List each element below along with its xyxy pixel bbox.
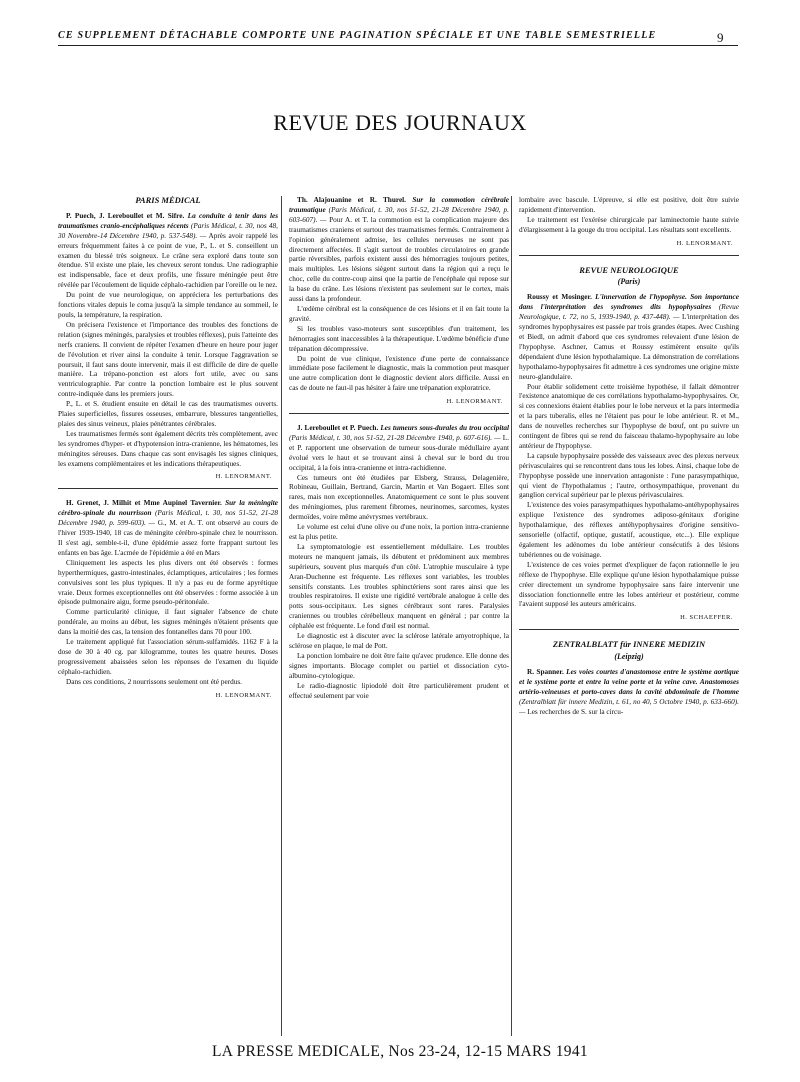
article-separator [519, 255, 739, 256]
journal-footer: LA PRESSE MEDICALE, Nos 23-24, 12-15 MARS 1941 [212, 1043, 588, 1060]
column-3 [519, 196, 739, 1056]
column-divider [281, 196, 282, 1036]
column-1 [58, 196, 278, 1056]
article-paragraph: L'œdème cérébral est la conséquence de ces lésions et il en fait toute la gravité. [289, 304, 509, 323]
article-paragraph: L'existence de ces voies permet d'expliquer de façon rationnelle le jeu réflexe de l'hypophyse. Elle explique qu'une lésion hypothalamique puisse créer directement un syndrome hypophysaire sans faire intervenir une dissociation fonctionnelle entre les lobes antérieur et postérieur, comme l'avaient supposé les auteurs américains. [519, 560, 739, 609]
article-signature: H. LENORMANT. [215, 691, 272, 699]
article-paragraph: Pour A. et T. la commotion est la complication majeure des traumatismes craniens et surtout des traumatismes fermés. Contrairement à l'opinion généralement admise, les cellules nerveuses ne sont pas directement affectées. Il s'agit surtout de troubles circulatoires en grande partie réversibles, parfois existent aussi des hémorragies toujours petites, mais multiples. Les lésions siègent surtout dans la région qui a reçu le choc, celle du contre-coup ainsi que la partie de l'encéphale qui repose sur la base du crâne. Les lésions n'existent pas seulement sur le cortex, mais aussi dans la profondeur. [289, 215, 509, 304]
article-authors: P. Puech, J. Lereboullet et M. Sifre. [66, 211, 185, 220]
article-authors: R. Spanner. [527, 668, 564, 677]
article-paragraph: Si les troubles vaso-moteurs sont susceptibles d'un traitement, les hémorragies sont inaccessibles à la thérapeutique. L'œdème bénéficie d'une trépanation décompressive. [289, 324, 509, 353]
article-paragraph: Les traumatismes fermés sont également décrits très complètement, avec les syndromes d'hyper- et d'hypotension intra-cranienne, les hématomes, les méningites séreuses. Dans chaque cas sont envisagés les signes cliniques, les examens complémentaires et les indications thérapeutiques. [58, 429, 278, 468]
article-title: Les tumeurs sous-durales du trou occipital [380, 424, 509, 433]
article-paragraph: G., M. et A. T. ont observé au cours de l'hiver 1939-1940, 18 cas de méningite cérébro-spinale chez le nourrisson. Il s'est agi, semble-t-il, d'une épidémie assez forte frappant surtout les enfants en bas âge. L'acmée de l'épidémie a été en Mars [58, 519, 278, 557]
article-title: Sur la méningite cérébro-spinale du nourrisson [58, 499, 278, 518]
section-heading: PARIS MÉDICAL [135, 196, 201, 205]
article-reference: (Revue Neurologique, t. 72, no 5, 1939-1940, p. 437-448). — [519, 303, 739, 322]
article-paragraph: La ponction lombaire ne doit être faite qu'avec prudence. Elle donne des signes importants. Blocage complet ou partiel et dissociation cyto-albumino-cytologique. [289, 651, 509, 680]
article-paragraph: La capsule hypophysaire possède des vaisseaux avec des plexus nerveux périvasculaires qui se rencontrent dans tous les lobes. Ainsi, chaque lobe de l'hypophyse possède une innervation antagoniste : l'une parasympathique, qui vient de l'hypothalamus ; l'autre, orthosympathique, provenant du ganglion cervical supérieur par le plexus périvasculaires. [519, 451, 739, 500]
article-authors: H. Grenet, J. Milhit et Mme Aupinel Tavernier. [66, 499, 222, 508]
article-reference: (Zentralblatt für innere Medizin, t. 61, no 40, 5 Octobre 1940, p. 633-660). — [519, 697, 739, 716]
article-paragraph: Dans ces conditions, 2 nourrissons seulement ont été perdus. [66, 677, 242, 686]
article-separator [289, 413, 509, 414]
article-separator [519, 629, 739, 630]
article-title: L'innervation de l'hypophyse. Son importance dans l'interprétation des syndromes dits hypophysaires [519, 293, 739, 312]
column-divider [511, 196, 512, 1036]
article-title: La conduite à tenir dans les traumatismes cranio-encéphaliques récents [58, 211, 278, 230]
article-reference: (Paris Médical, t. 30, nos 51-52, 21-28 Décembre 1940, p. 607-616). — [289, 433, 501, 442]
article-heading [58, 212, 278, 291]
article-paragraph: L. et P. rapportent une observation de tumeur sous-durale médullaire ayant évolué vers le haut et se trouvant ainsi à cheval sur le bord du trou occipital, à la fois intra-cranienne et intra-rachidienne. [289, 433, 509, 472]
article-paragraph: Les recherches de S. sur la circu- [527, 707, 624, 716]
article-paragraph: P., L. et S. étudient ensuite en détail le cas des traumatismes ouverts. Plaies superficielles, fissures osseuses, embarrure, blessures tangentielles, plaies des sinus veineux, plaies pénétrantes cérébrales. [58, 400, 278, 428]
article-paragraph: Cliniquement les aspects les plus divers ont été observés : formes hyperthermiques, gastro-intestinales, éclamptiques, articulaires ; les formes convulsives sont les plus typiques. Il n'y a pas eu de forme apyrétique vraie. Deux formes exceptionnelles ont été observées : forme associée à un épisode pulmonaire aigu, forme pseudo-péritonéale. [58, 558, 278, 607]
article-paragraph: On précisera l'existence et l'importance des troubles des fonctions de relation (signes méningés, paralysies et troubles réflexes), puis l'atteinte des nerfs craniens. Il convient de répéter l'examen d'heure en heure pour juger de l'évolution et river ainsi la conduite à tenir. Lorsque l'aggravation se poursuit, il faut sans doute intervenir, mais il est difficile de dire de quelle manière. La trépano-ponction est alors fort utile, avec ou sans ventriculographie. Par contre la ponction lombaire est le plus souvent contre-indiquée dans les premiers jours. [58, 320, 278, 399]
article-separator [58, 488, 278, 489]
article-paragraph: Pour établir solidement cette troisième hypothèse, il fallait démontrer l'existence anatomique de ces corrélations hypothalamo-hypophysaires. Or, si ces connexions étaient établies pour le lobe nerveux et la pars intermedia et la pars tuberalis, elles ne l'étaient pas pour le lobe antérieur. R. et M., dans de nouvelles recherches sur l'hypophyse de bœuf, ont pu suivre un contingent de fibres qui se rend du faisceau thalamo-hypophysaire au lobe antérieur de l'hypophyse. [519, 382, 739, 450]
article-paragraph: Le traitement est l'exérèse chirurgicale par laminectomie haute suivie d'élargissement à la gouge du trou occipital. Les résultats sont excellents. [519, 215, 739, 234]
section-subheading: (Leipzig) [614, 652, 644, 662]
article-signature: H. SCHAEFFER. [680, 614, 733, 622]
article-paragraph: Comme particularité clinique, il faut signaler l'absence de chute pondérale, au moins au début, les signes méningés n'étaient présents que dans la moitié des cas, la tension des fontanelles dans 70 pour 100. [58, 608, 278, 637]
article-title: Les voies courtes d'anastomose entre le système aortique et le système porte et entre la veine porte et la veine cave. Anastomoses artério-veineuses et porto-caves dans la cavité abdominale de l'homme [519, 668, 739, 696]
article-paragraph: Ces tumeurs ont été étudiées par Elsberg, Strauss, Delagenière, Robineau, Guillain, Bertrand, Garcin, Martin et Van Bogaert. Elles sont rares, mais non exceptionnelles. Anatomiquement ce sont le plus souvent des méningiomes, plus rarement fibromes, neurinomes, sarcomes, kystes dermoïdes, voire même anévrysmes vertébraux. [289, 473, 509, 522]
article-paragraph: Le diagnostic est à discuter avec la sclérose latérale amyotrophique, la sclérose en plaque, le mal de Pott. [289, 632, 509, 650]
article-paragraph: Le radio-diagnostic lipiodolé doit être particulièrement prudent et effectué seulement par voie [289, 681, 509, 700]
column-2 [289, 196, 509, 1056]
section-heading: ZENTRALBLATT für INNERE MEDIZIN [552, 639, 706, 650]
article-reference: (Paris Médical, t. 30, nos 51-52, 21-28 Décembre 1940, p. 603-607). — [289, 205, 509, 224]
article-signature: H. LENORMANT. [676, 239, 733, 247]
article-paragraph: Après avoir rappelé les erreurs fréquemment faites à ce point de vue, P., L. et S. conseillent un examen du blessé très soigneux. Le crâne sera exploré dans toute son étendue. S'il existe une plaie, les cheveux seront tondus. Une radiographie est indispensable, face et deux profils, une fissure méningée peut être révélée par l'écoulement de liquide céphalo-rachidien par l'oreille ou le nez. [58, 231, 278, 290]
article-title: Sur la commotion cérébrale traumatique [289, 196, 509, 214]
article-heading [519, 668, 739, 718]
article-paragraph: lombaire avec bascule. L'épreuve, si elle est positive, doit être suivie rapidement d'intervention. [519, 196, 739, 214]
article-authors: Roussy et Mosinger. [527, 293, 592, 302]
article-signature: H. LENORMANT. [446, 398, 503, 406]
article-heading [289, 196, 509, 305]
article-reference: (Paris Médical, t. 30, nos 51-52, 21-28 Décembre 1940, p. 599-603). — [58, 509, 278, 528]
article-heading [519, 293, 739, 382]
article-paragraph: La symptomatologie est essentiellement médullaire. Les troubles moteurs ne manquent jamais, ils débutent et prédominent aux membres supérieurs, souvent plus marqués d'un côté. L'atrophie musculaire à type Aran-Duchenne est fréquente. Les réflexes sont variables, les troubles sensitifs constants. Les troubles sphinctériens sont rares ainsi que les troubles respiratoires. Il existe une rigidité vertébrale analogue à celle des potts sous-occipitaux. Les signes cérébraux sont rares. Paralysies craniennes ou troubles cérébelleux manquent en général ; par contre la céphalée est fréquente. Le fond d'œil est normal. [289, 542, 509, 631]
article-paragraph: L'existence des voies parasympathiques hypothalamo-antéhypophysaires explique l'existence des syndromes adiposo-génitaux d'origine hypothalamique, des réflexes antéhypophysaires d'origine sensitivo-sensorielle (olfactif, optique, gustatif, acoustique, etc...). Elle explique également les adénomes du lobe antérieur consécutifs à des lésions tubériennes ou de voisinage. [519, 501, 739, 559]
article-paragraph: Le volume est celui d'une olive ou d'une noix, la portion intra-cranienne est la plus petite. [289, 523, 509, 541]
article-authors: Th. Alajouanine et R. Thurel. [297, 196, 406, 204]
page-title: REVUE DES JOURNAUX [273, 110, 527, 135]
article-reference: (Paris Médical, t. 30, nos 48, 30 Novembre-14 Décembre 1940, p. 537-548). — [58, 221, 278, 240]
header-rule [58, 45, 738, 46]
section-heading: REVUE NEUROLOGIQUE [579, 264, 679, 275]
article-heading [289, 424, 509, 474]
running-header: CE SUPPLEMENT DÉTACHABLE COMPORTE UNE PAGINATION SPÉCIALE ET UNE TABLE SEMESTRIELLE [58, 30, 657, 41]
page-number: 9 [717, 30, 724, 45]
article-paragraph: Le traitement appliqué fut l'association sérum-sulfamidés. 1162 F à la dose de 30 à 40 cg. par kilogramme, toutes les quatre heures. Doses progressivement abaissées selon les réponses de l'examen du liquide céphalo-rachidien. [58, 638, 278, 676]
article-signature: H. LENORMANT. [215, 473, 272, 481]
article-paragraph: L'interprétation des syndromes hypophysaires est passée par trois grandes étapes. Avec Cushing et Biedl, on admit d'abord que ces syndromes relevaient d'une lésion de l'hypophyse. Aschner, Camus et Roussy estimèrent ensuite qu'ils dépendaient d'une lésion hypothalamique. La démonstration de corrélations hypothalamo-hypophysaires fit admettre à ces syndromes une origine mixte neuro-glandulaire. [519, 313, 739, 381]
section-subheading: (Paris) [617, 277, 641, 287]
article-authors: J. Lereboullet et P. Puech. [297, 424, 379, 433]
article-paragraph: Du point de vue neurologique, on appréciera les perturbations des fonctions vitales depuis le coma jusqu'à la simple tendance au sommeil, le pouls, la température, la respiration. [58, 291, 278, 319]
article-paragraph: Du point de vue clinique, l'existence d'une perte de connaissance immédiate pose facilement le diagnostic, mais la commotion peut masquer une autre complication dont le diagnostic devient alors difficile. Aussi en cas de doute ne faut-il pas hésiter à faire une trépanation exploratrice. [289, 354, 509, 393]
article-heading [58, 499, 278, 558]
